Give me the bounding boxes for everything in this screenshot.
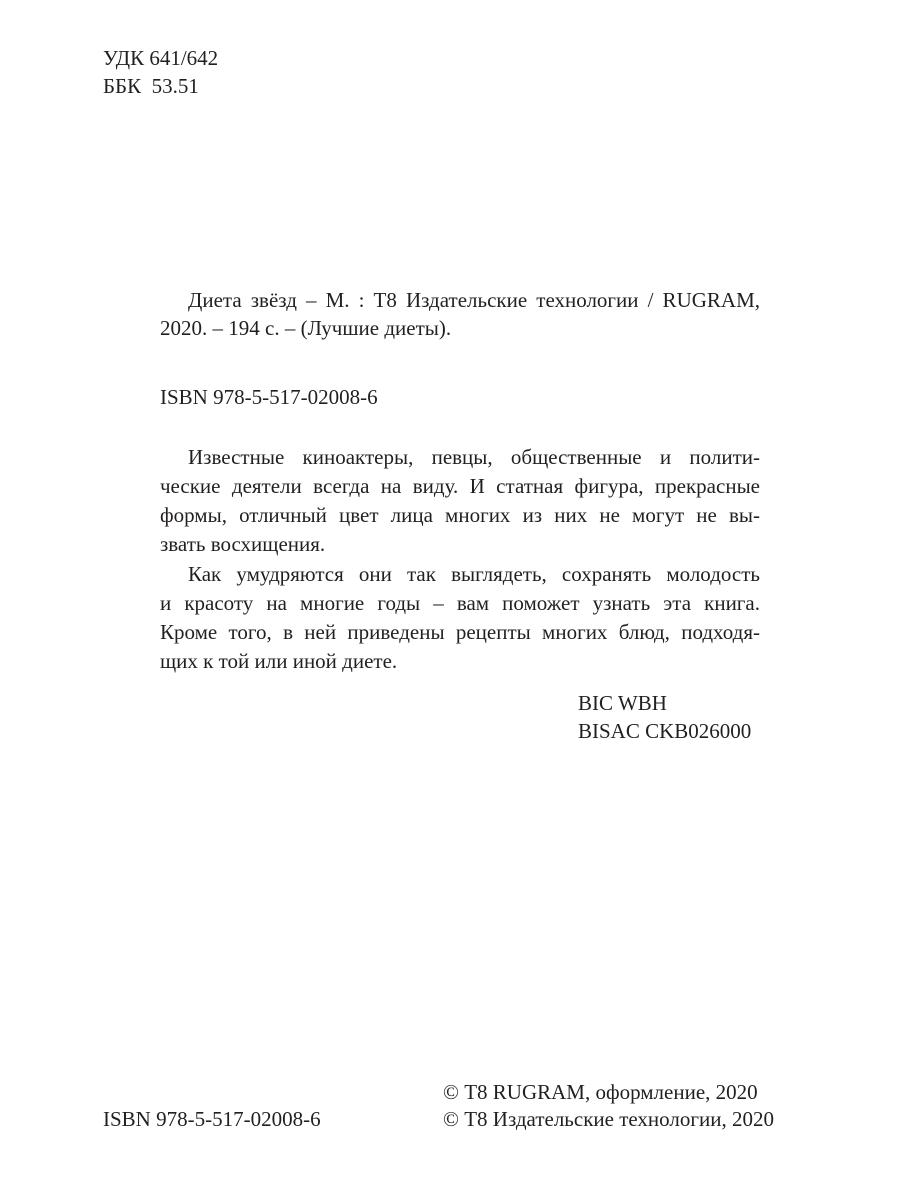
bisac-code: BISAC CKB026000 <box>578 719 752 743</box>
annotation-line: ческие деятели всегда на виду. И статная фигура, прекрасные <box>160 474 760 498</box>
copyright-design: © Т8 RUGRAM, оформление, 2020 <box>443 1080 758 1104</box>
annotation-line: формы, отличный цвет лица многих из них не могут не вы- <box>160 503 760 527</box>
bbk-code: ББК 53.51 <box>103 74 199 98</box>
bibliographic-line-2: 2020. – 194 с. – (Лучшие диеты). <box>160 316 452 340</box>
annotation-line: щих к той или иной диете. <box>160 649 398 673</box>
annotation-line: звать восхищения. <box>160 532 326 556</box>
udk-code: УДК 641/642 <box>103 46 219 70</box>
bibliographic-line-1: Диета звёзд – М. : Т8 Издательские технологии / RUGRAM, <box>188 288 760 312</box>
annotation-line: Известные киноактеры, певцы, общественные и полити- <box>188 445 760 469</box>
annotation-line: Кроме того, в ней приведены рецепты многих блюд, подходя- <box>160 620 760 644</box>
isbn-top: ISBN 978-5-517-02008-6 <box>160 385 378 409</box>
copyright-publisher: © Т8 Издательские технологии, 2020 <box>443 1107 774 1131</box>
annotation-line: Как умудряются они так выглядеть, сохранять молодость <box>188 562 760 586</box>
annotation-line: и красоту на многие годы – вам поможет узнать эта книга. <box>160 591 760 615</box>
isbn-bottom: ISBN 978-5-517-02008-6 <box>103 1107 321 1131</box>
bic-code: BIC WBH <box>578 691 667 715</box>
